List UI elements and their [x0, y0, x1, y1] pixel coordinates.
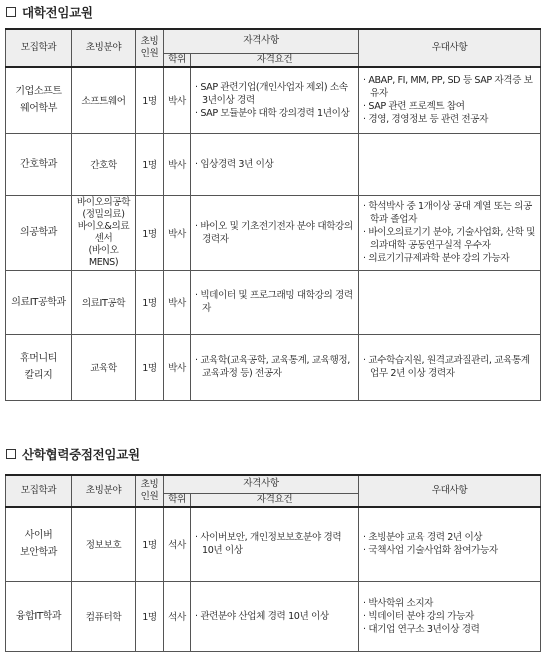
checkbox-square-icon — [6, 449, 16, 459]
requirement-item: · 교육학(교육공학, 교육통계, 교육행정, 교육과정 등) 전공자 — [194, 354, 355, 380]
dept-cell: 기업소프트 웨어학부 — [6, 67, 72, 133]
table-row — [6, 507, 541, 581]
dept-cell: 의공학과 — [6, 195, 72, 270]
degree-cell: 박사 — [164, 270, 191, 334]
degree-cell: 박사 — [164, 133, 191, 195]
preference-item: · 의료기기규제과학 분야 강의 가능자 — [362, 252, 537, 265]
header-degree: 학위 — [164, 53, 191, 67]
header-preference: 우대사항 — [359, 29, 541, 67]
requirement-item: · 사이버보안, 개인정보보호분야 경력 10년 이상 — [194, 531, 355, 557]
requirement-cell — [191, 270, 359, 334]
preference-item: · 박사학위 소지자 — [362, 597, 537, 610]
table-row — [6, 67, 541, 133]
requirement-cell — [191, 507, 359, 581]
section-title — [6, 3, 93, 21]
header-preference: 우대사항 — [359, 475, 541, 507]
preference-item: · 경영, 경영정보 등 관련 전공자 — [362, 113, 537, 126]
requirement-item: · SAP 관련기업(개인사업자 제외) 소속 3년이상 경력 — [194, 81, 355, 107]
preference-item: · 빅데이터 분야 강의 가능자 — [362, 610, 537, 623]
requirement-item: · 임상경력 3년 이상 — [194, 158, 355, 171]
requirement-item: · 바이오 및 기초전기전자 분야 대학강의 경력자 — [194, 220, 355, 246]
major-cell: 바이오의공학 (정밀의료) 바이오&의료 센서 (바이오MENS) — [72, 195, 136, 270]
major-cell: 의료IT공학 — [72, 270, 136, 334]
major-cell: 교육학 — [72, 334, 136, 400]
preference-item: · ABAP, FI, MM, PP, SD 등 SAP 자격증 보유자 — [362, 74, 537, 100]
header-count: 초빙 인원 — [136, 29, 164, 67]
dept-cell: 휴머니티 칼리지 — [6, 334, 72, 400]
header-degree: 학위 — [164, 493, 191, 507]
section-title-text: 대학전임교원 — [22, 5, 93, 20]
requirement-cell — [191, 67, 359, 133]
dept-cell: 간호학과 — [6, 133, 72, 195]
major-cell: 간호학 — [72, 133, 136, 195]
table-row — [6, 581, 541, 651]
count-cell: 1명 — [136, 67, 164, 133]
count-cell: 1명 — [136, 581, 164, 651]
preference-item: · 대기업 연구소 3년이상 경력 — [362, 623, 537, 636]
dept-cell: 사이버 보안학과 — [6, 507, 72, 581]
degree-cell: 석사 — [164, 581, 191, 651]
header-requirement: 자격요건 — [191, 493, 359, 507]
major-cell: 정보보호 — [72, 507, 136, 581]
count-cell: 1명 — [136, 334, 164, 400]
preference-item: · 초빙분야 교육 경력 2년 이상 — [362, 531, 537, 544]
degree-cell: 박사 — [164, 334, 191, 400]
preference-item: · 학석박사 중 1개이상 공대 계열 또는 의공학과 졸업자 — [362, 200, 537, 226]
preference-cell — [359, 195, 541, 270]
major-cell: 소프트웨어 — [72, 67, 136, 133]
preference-item: · 국책사업 기술사업화 참여가능자 — [362, 544, 537, 557]
section-title-text: 산학협력중점전임교원 — [22, 447, 140, 462]
preference-item: · 바이오의료기기 분야, 기술사업화, 산학 및 의과대학 공동연구실적 우수자 — [362, 226, 537, 252]
dept-cell: 융합IT학과 — [6, 581, 72, 651]
requirement-item: · SAP 모듈분야 대학 강의경력 1년이상 — [194, 107, 355, 120]
degree-cell: 박사 — [164, 195, 191, 270]
degree-cell: 박사 — [164, 67, 191, 133]
requirement-cell — [191, 195, 359, 270]
preference-item: · 교수학습지원, 원격교과질관리, 교육통계 업무 2년 이상 경력자 — [362, 354, 537, 380]
table-row — [6, 334, 541, 400]
degree-cell: 석사 — [164, 507, 191, 581]
header-qualification: 자격사항 — [164, 29, 359, 53]
major-cell: 컴퓨터학 — [72, 581, 136, 651]
requirement-item: · 빅데이터 및 프로그래밍 대학강의 경력자 — [194, 289, 355, 315]
preference-cell — [359, 67, 541, 133]
preference-cell — [359, 507, 541, 581]
header-major: 초빙분야 — [72, 29, 136, 67]
requirement-cell — [191, 133, 359, 195]
header-count: 초빙 인원 — [136, 475, 164, 507]
checkbox-square-icon — [6, 7, 16, 17]
preference-cell — [359, 133, 541, 195]
industry-faculty-table — [5, 474, 541, 652]
header-qualification: 자격사항 — [164, 475, 359, 493]
table-row — [6, 195, 541, 270]
count-cell: 1명 — [136, 133, 164, 195]
preference-cell — [359, 334, 541, 400]
preference-cell — [359, 270, 541, 334]
header-requirement: 자격요건 — [191, 53, 359, 67]
header-major: 초빙분야 — [72, 475, 136, 507]
faculty-table — [5, 28, 541, 401]
requirement-cell — [191, 581, 359, 651]
table-row — [6, 133, 541, 195]
count-cell: 1명 — [136, 507, 164, 581]
count-cell: 1명 — [136, 195, 164, 270]
requirement-cell — [191, 334, 359, 400]
preference-cell — [359, 581, 541, 651]
dept-cell: 의료IT공학과 — [6, 270, 72, 334]
table-row — [6, 270, 541, 334]
count-cell: 1명 — [136, 270, 164, 334]
requirement-item: · 관련분야 산업체 경력 10년 이상 — [194, 610, 355, 623]
section-title — [6, 445, 140, 463]
header-dept: 모집학과 — [6, 475, 72, 507]
preference-item: · SAP 관련 프로젝트 참여 — [362, 100, 537, 113]
header-dept: 모집학과 — [6, 29, 72, 67]
